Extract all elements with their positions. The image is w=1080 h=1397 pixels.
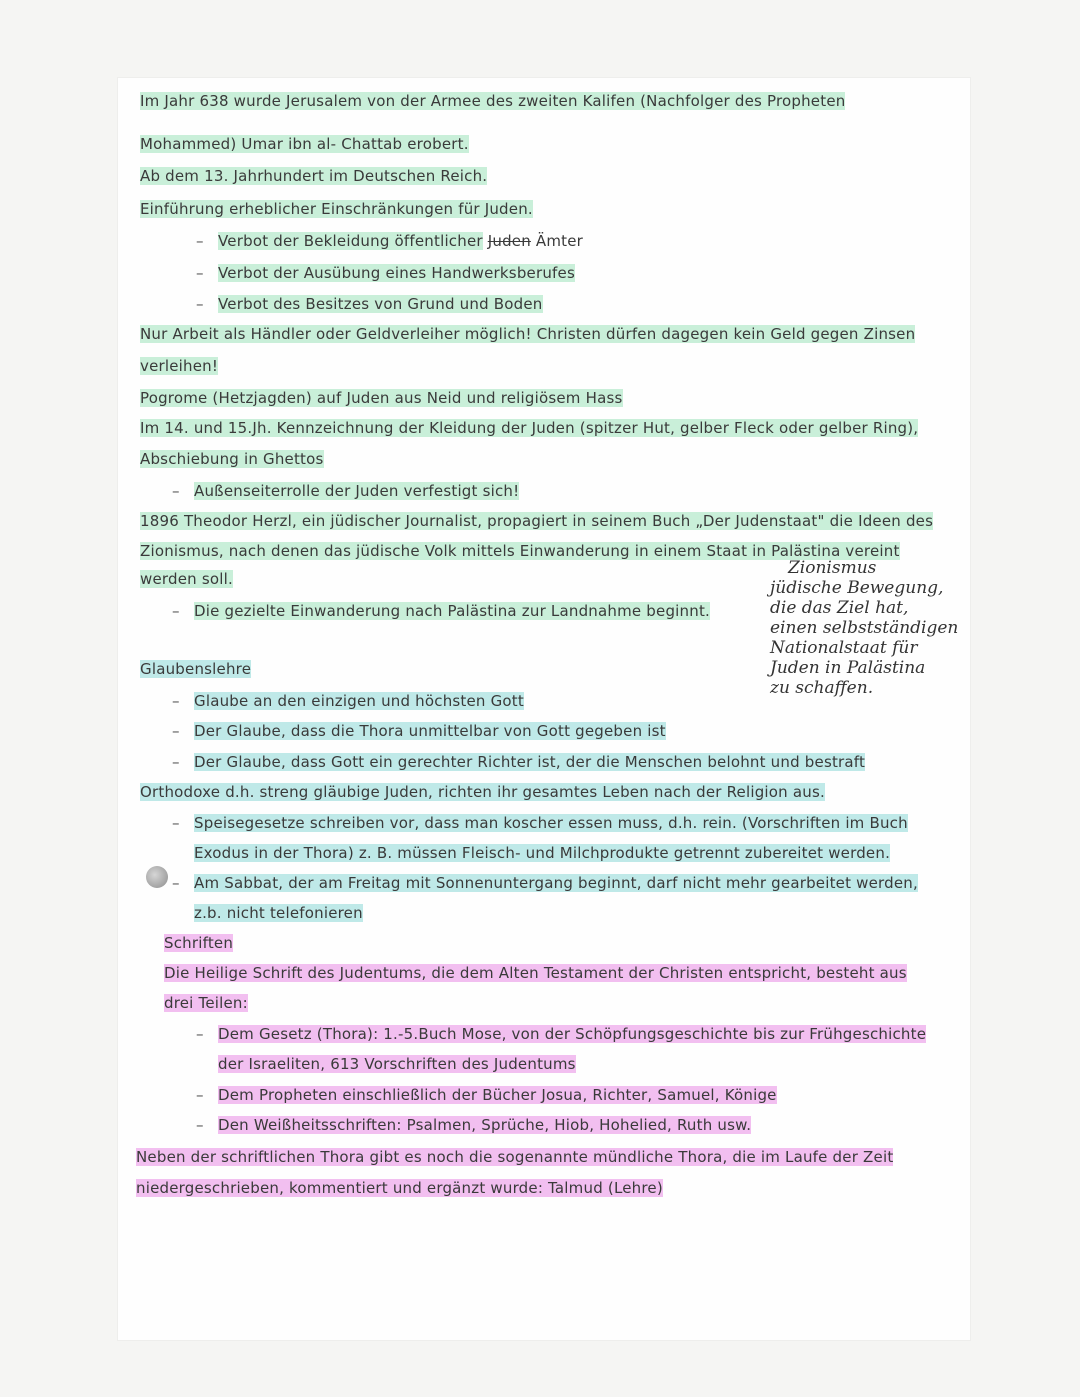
text-line: Nur Arbeit als Händler oder Geldverleiher möglich! Christen dürfen dagegen kein Geld gegen Zinsen bbox=[140, 325, 916, 343]
bullet-item: – Verbot der Ausübung eines Handwerksberufes bbox=[196, 264, 575, 282]
text-line: Orthodoxe d.h. streng gläubige Juden, richten ihr gesamtes Leben nach der Religion aus. bbox=[140, 783, 825, 801]
side-note-line: Nationalstaat für bbox=[770, 638, 918, 658]
bullet-continuation: z.b. nicht telefonieren bbox=[194, 904, 363, 922]
bullet-item: – Glaube an den einzigen und höchsten Gott bbox=[172, 692, 524, 710]
text-line: Pogrome (Hetzjagden) auf Juden aus Neid und religiösem Hass bbox=[140, 389, 623, 407]
section-heading: Glaubenslehre bbox=[140, 660, 252, 678]
text-line: Zionismus, nach denen das jüdische Volk mittels Einwanderung in einem Staat in Palästina vereint bbox=[140, 542, 900, 560]
bullet-item: – Der Glaube, dass Gott ein gerechter Richter ist, der die Menschen belohnt und bestraft bbox=[172, 753, 866, 771]
side-note-line: jüdische Bewegung, bbox=[770, 578, 944, 598]
text-line: Die Heilige Schrift des Judentums, die dem Alten Testament der Christen entspricht, besteht aus bbox=[164, 964, 907, 982]
bullet-item: – Außenseiterrolle der Juden verfestigt sich! bbox=[172, 482, 520, 500]
side-note-line: Juden in Palästina bbox=[770, 658, 926, 678]
side-note-heading: Zionismus bbox=[788, 558, 877, 578]
section-heading: Schriften bbox=[164, 934, 234, 952]
text-line: Mohammed) Umar ibn al- Chattab erobert. bbox=[140, 135, 469, 153]
text-line: niedergeschrieben, kommentiert und ergänzt wurde: Talmud (Lehre) bbox=[136, 1179, 663, 1197]
bullet-item: – Dem Propheten einschließlich der Bücher Josua, Richter, Samuel, Könige bbox=[196, 1086, 777, 1104]
side-note-line: einen selbstständigen bbox=[770, 618, 959, 638]
bullet-item: – Am Sabbat, der am Freitag mit Sonnenuntergang beginnt, darf nicht mehr gearbeitet werden, bbox=[172, 874, 918, 892]
bullet-item: – Dem Gesetz (Thora): 1.-5.Buch Mose, von der Schöpfungsgeschichte bis zur Frühgeschichte bbox=[196, 1025, 927, 1043]
bullet-item: – Den Weißheitsschriften: Psalmen, Sprüche, Hiob, Hohelied, Ruth usw. bbox=[196, 1116, 752, 1134]
bullet-continuation: der Israeliten, 613 Vorschriften des Judentums bbox=[218, 1055, 576, 1073]
inserted-word: Ämter bbox=[535, 232, 584, 250]
text-line: Im Jahr 638 wurde Jerusalem von der Armee des zweiten Kalifen (Nachfolger des Propheten bbox=[140, 92, 846, 110]
side-note-line: die das Ziel hat, bbox=[770, 598, 909, 618]
struck-word: Juden bbox=[487, 232, 531, 250]
bullet-item: – Der Glaube, dass die Thora unmittelbar von Gott gegeben ist bbox=[172, 722, 666, 740]
bullet-item: – Speisegesetze schreiben vor, dass man koscher essen muss, d.h. rein. (Vorschriften im Buch bbox=[172, 814, 908, 832]
side-note bbox=[770, 558, 980, 698]
text-line: Ab dem 13. Jahrhundert im Deutschen Reich. bbox=[140, 167, 488, 185]
text-line: Abschiebung in Ghettos bbox=[140, 450, 324, 468]
text-line: drei Teilen: bbox=[164, 994, 248, 1012]
text-line: verleihen! bbox=[140, 357, 219, 375]
bullet-continuation: Exodus in der Thora) z. B. müssen Fleisch- und Milchprodukte getrennt zubereitet werden. bbox=[194, 844, 891, 862]
text-line: 1896 Theodor Herzl, ein jüdischer Journalist, propagiert in seinem Buch „Der Judenstaat" die Ideen des bbox=[140, 512, 934, 530]
text-line: Einführung erheblicher Einschränkungen für Juden. bbox=[140, 200, 533, 218]
hole-punch-mark bbox=[146, 866, 168, 888]
text-line: Im 14. und 15.Jh. Kennzeichnung der Kleidung der Juden (spitzer Hut, gelber Fleck oder gelber Ring), bbox=[140, 419, 919, 437]
bullet-item: – Die gezielte Einwanderung nach Palästina zur Landnahme beginnt. bbox=[172, 602, 711, 620]
bullet-item: – Verbot der Bekleidung öffentlicher Juden Ämter bbox=[196, 232, 584, 250]
bullet-item: – Verbot des Besitzes von Grund und Boden bbox=[196, 295, 543, 313]
text-line: Neben der schriftlichen Thora gibt es noch die sogenannte mündliche Thora, die im Laufe der Zeit bbox=[136, 1148, 894, 1166]
side-note-line: zu schaffen. bbox=[770, 678, 874, 698]
text-line: werden soll. bbox=[140, 570, 233, 588]
